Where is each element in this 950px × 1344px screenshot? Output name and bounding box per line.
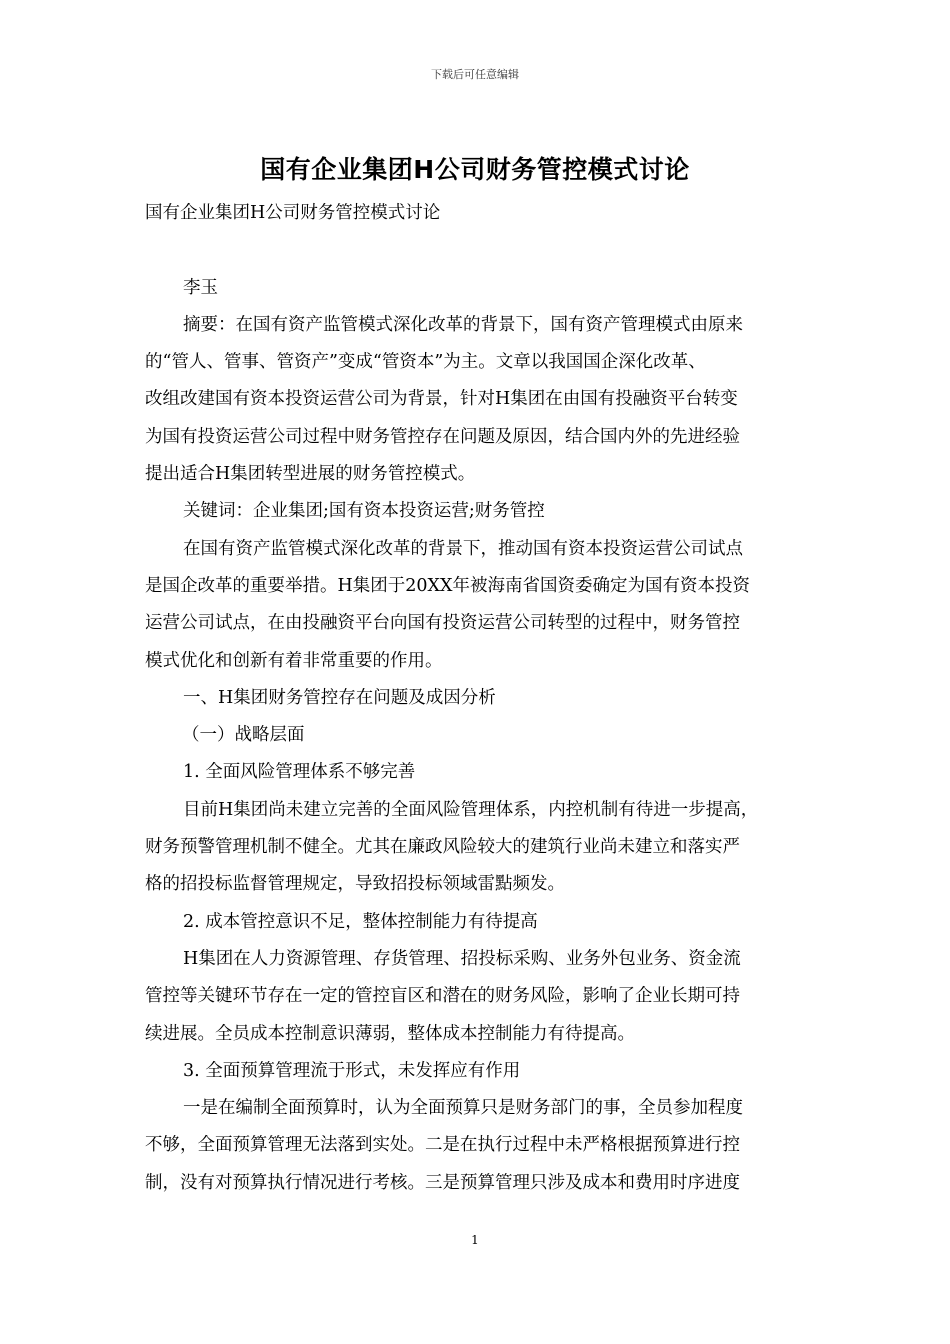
paragraph-line: 制，没有对预算执行情况进行考核。三是预算管理只涉及成本和费用时序进度 bbox=[145, 1172, 740, 1193]
abstract-line: 的“管人、管事、管资产”变成“管资本”为主。文章以我国国企深化改革、 bbox=[145, 352, 706, 373]
author-line: 李玉 bbox=[183, 277, 218, 298]
item-heading: 3. 全面预算管理流于形式，未发挥应有作用 bbox=[183, 1060, 521, 1081]
document-title: 国有企业集团H公司财务管控模式讨论 bbox=[260, 155, 690, 184]
header-note: 下载后可任意编辑 bbox=[431, 68, 519, 81]
paragraph-line: 目前H集团尚未建立完善的全面风险管理体系，内控机制有待进一步提高， bbox=[183, 799, 759, 820]
abstract-line: 提出适合H集团转型进展的财务管控模式。 bbox=[145, 464, 476, 485]
paragraph-line: 是国企改革的重要举措。H集团于20XX年被海南省国资委确定为国有资本投资 bbox=[145, 575, 750, 596]
blank-line bbox=[145, 232, 810, 269]
keywords-line: 关键词：企业集团;国有资本投资运营;财务管控 bbox=[183, 501, 545, 522]
paragraph-line: 管控等关键环节存在一定的管控盲区和潜在的财务风险，影响了企业长期可持 bbox=[145, 986, 740, 1007]
paragraph-line: 一是在编制全面预算时，认为全面预算只是财务部门的事，全员参加程度 bbox=[183, 1098, 743, 1119]
paragraph-line: 不够，全面预算管理无法落到实处。二是在执行过程中未严格根据预算进行控 bbox=[145, 1135, 740, 1156]
paragraph-line: 财务预警管理机制不健全。尤其在廉政风险较大的建筑行业尚未建立和落实严 bbox=[145, 837, 740, 858]
subsection-heading: （一）战略层面 bbox=[182, 725, 305, 746]
paragraph-line: 续进展。全员成本控制意识薄弱，整体成本控制能力有待提高。 bbox=[145, 1023, 635, 1044]
paragraph-line: 格的招投标监督管理规定，导致招投标领域雷點频发。 bbox=[145, 874, 565, 895]
item-heading: 1. 全面风险管理体系不够完善 bbox=[183, 762, 416, 783]
paragraph-line: 模式优化和创新有着非常重要的作用。 bbox=[145, 650, 443, 671]
paragraph-line: H集团在人力资源管理、存货管理、招投标采购、业务外包业务、资金流 bbox=[183, 948, 741, 969]
item-heading: 2. 成本管控意识不足，整体控制能力有待提高 bbox=[183, 911, 538, 932]
section-heading: 一、H集团财务管控存在问题及成因分析 bbox=[183, 687, 496, 708]
abstract-line: 摘要：在国有资产监管模式深化改革的背景下，国有资产管理模式由原来 bbox=[183, 314, 743, 335]
document-body bbox=[145, 195, 810, 1202]
abstract-line: 为国有投资运营公司过程中财务管控存在问题及原因，结合国内外的先进经验 bbox=[145, 426, 740, 447]
paragraph-line: 运营公司试点，在由投融资平台向国有投资运营公司转型的过程中，财务管控 bbox=[145, 613, 740, 634]
abstract-line: 改组改建国有资本投资运营公司为背景，针对H集团在由国有投融资平台转变 bbox=[145, 389, 738, 410]
subtitle-line: 国有企业集团H公司财务管控模式讨论 bbox=[145, 203, 441, 223]
paragraph-line: 在国有资产监管模式深化改革的背景下，推动国有资本投资运营公司试点 bbox=[183, 538, 743, 559]
page-number: 1 bbox=[471, 1233, 479, 1247]
